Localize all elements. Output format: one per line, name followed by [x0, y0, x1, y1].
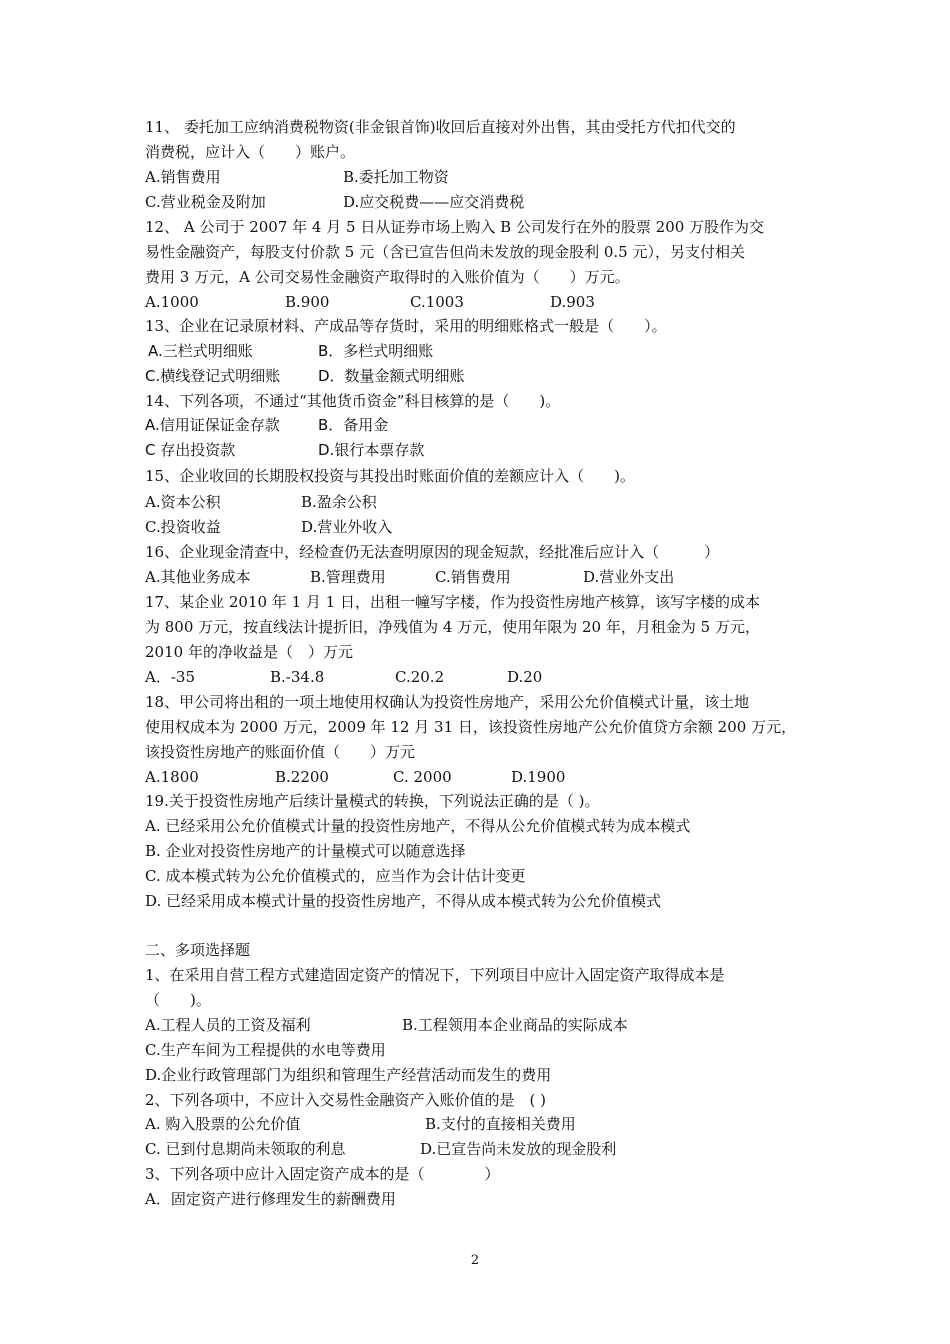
m1-stem-line-1: 1、在采用自营工程方式建造固定资产的情况下，下列项目中应计入固定资产取得成本是 — [145, 966, 725, 984]
q13-stem: 13、企业在记录原材料、产成品等存货时，采用的明细账格式一般是（ ）。 — [145, 317, 667, 335]
q11-option-b: B.委托加工物资 — [343, 168, 449, 186]
m3-stem: 3、下列各项中应计入固定资产成本的是（ ） — [145, 1165, 500, 1183]
m1-option-a: A.工程人员的工资及福利 — [145, 1016, 311, 1034]
q15-stem: 15、企业收回的长期股权投资与其投出时账面价值的差额应计入（ )。 — [145, 467, 635, 485]
q14-stem: 14、下列各项，不通过“其他货币资金”科目核算的是（ )。 — [145, 392, 561, 410]
m2-stem: 2、下列各项中，不应计入交易性金融资产入账价值的是 ( ) — [145, 1091, 547, 1109]
q12-stem-line-3: 费用 3 万元，A 公司交易性金融资产取得时的入账价值为（ ）万元。 — [145, 268, 630, 286]
q16-stem: 16、企业现金清查中，经检查仍无法查明原因的现金短款，经批准后应计入（ ） — [145, 543, 720, 561]
m3-option-a: A．固定资产进行修理发生的薪酬费用 — [145, 1190, 396, 1208]
q13-option-d: D．数量金额式明细账 — [318, 367, 465, 385]
q15-option-b: B.盈余公积 — [301, 493, 377, 511]
q13-option-b: B．多栏式明细账 — [318, 342, 434, 360]
q16-option-c: C.销售费用 — [435, 568, 511, 586]
section-title-multi-choice: 二、多项选择题 — [145, 941, 251, 959]
q16-option-b: B.管理费用 — [310, 568, 386, 586]
m1-option-c: C.生产车间为工程提供的水电等费用 — [145, 1041, 386, 1059]
q19-option-a: A. 已经采用公允价值模式计量的投资性房地产，不得从公允价值模式转为成本模式 — [145, 817, 691, 835]
q16-option-a: A.其他业务成本 — [145, 568, 251, 586]
q12-option-d: D.903 — [550, 293, 595, 311]
q12-option-a: A.1000 — [145, 293, 199, 311]
q13-option-a: A.三栏式明细账 — [148, 342, 253, 360]
m2-option-d: D.已宣告尚未发放的现金股利 — [420, 1140, 617, 1158]
q14-option-a: A.信用证保证金存款 — [145, 416, 280, 434]
q14-option-b: B．备用金 — [318, 416, 389, 434]
q18-stem-line-2: 使用权成本为 2000 万元，2009 年 12 月 31 日，该投资性房地产公允价值贷方余额 200 万元， — [145, 718, 797, 736]
q15-option-c: C.投资收益 — [145, 518, 221, 536]
q17-option-c: C.20.2 — [395, 668, 445, 686]
q11-option-a: A.销售费用 — [145, 168, 221, 186]
q18-option-d: D.1900 — [511, 768, 566, 786]
q11-stem-line-1: 11、 委托加工应纳消费税物资(非金银首饰)收回后直接对外出售，其由受托方代扣代交的 — [145, 118, 736, 136]
m2-option-a: A. 购入股票的公允价值 — [145, 1115, 301, 1133]
q17-stem-line-1: 17、某企业 2010 年 1 月 1 日，出租一幢写字楼，作为投资性房地产核算，该写字楼的成本 — [145, 593, 760, 611]
q14-option-d: D.银行本票存款 — [318, 441, 425, 459]
q11-option-d: D.应交税费——应交消费税 — [343, 193, 525, 211]
m2-option-b: B.支付的直接相关费用 — [425, 1115, 576, 1133]
q12-stem-line-1: 12、 A 公司于 2007 年 4 月 5 日从证券市场上购入 B 公司发行在外的股票 200 万股作为交 — [145, 218, 765, 236]
q17-option-b: B.-34.8 — [270, 668, 325, 686]
q12-option-c: C.1003 — [410, 293, 464, 311]
q12-option-b: B.900 — [285, 293, 330, 311]
q12-stem-line-2: 易性金融资产，每股支付价款 5 元（含已宣告但尚未发放的现金股利 0.5 元），另支付相关 — [145, 243, 745, 261]
page-number: 2 — [470, 1253, 480, 1268]
q17-option-a: A．-35 — [145, 668, 195, 686]
q19-option-c: C. 成本模式转为公允价值模式的，应当作为会计估计变更 — [145, 867, 526, 885]
q17-stem-line-3: 2010 年的净收益是（ ）万元 — [145, 643, 353, 661]
m2-option-c: C. 已到付息期尚未领取的利息 — [145, 1140, 346, 1158]
q17-stem-line-2: 为 800 万元，按直线法计提折旧，净残值为 4 万元，使用年限为 20 年，月租金为 5 万元， — [145, 618, 760, 636]
q18-stem-line-1: 18、甲公司将出租的一项土地使用权确认为投资性房地产，采用公允价值模式计量，该土地 — [145, 693, 750, 711]
q14-option-c: C 存出投资款 — [145, 441, 236, 459]
q15-option-a: A.资本公积 — [145, 493, 221, 511]
q19-option-b: B. 企业对投资性房地产的计量模式可以随意选择 — [145, 842, 466, 860]
q11-option-c: C.营业税金及附加 — [145, 193, 266, 211]
q18-stem-line-3: 该投资性房地产的账面价值（ ）万元 — [145, 743, 416, 761]
q13-option-c: C.横线登记式明细账 — [145, 367, 281, 385]
m1-stem-line-2: （ )。 — [145, 991, 211, 1009]
q19-stem: 19.关于投资性房地产后续计量模式的转换，下列说法正确的是（ )。 — [145, 792, 600, 810]
q15-option-d: D.营业外收入 — [301, 518, 393, 536]
q18-option-c: C. 2000 — [393, 768, 452, 786]
m1-option-d: D.企业行政管理部门为组织和管理生产经营活动而发生的费用 — [145, 1066, 552, 1084]
q11-stem-line-2: 消费税，应计入（ ）账户。 — [145, 143, 356, 161]
q18-option-b: B.2200 — [275, 768, 329, 786]
q19-option-d: D. 已经采用成本模式计量的投资性房地产，不得从成本模式转为公允价值模式 — [145, 892, 662, 910]
q16-option-d: D.营业外支出 — [583, 568, 675, 586]
m1-option-b: B.工程领用本企业商品的实际成本 — [402, 1016, 628, 1034]
q18-option-a: A.1800 — [145, 768, 199, 786]
q17-option-d: D.20 — [507, 668, 543, 686]
